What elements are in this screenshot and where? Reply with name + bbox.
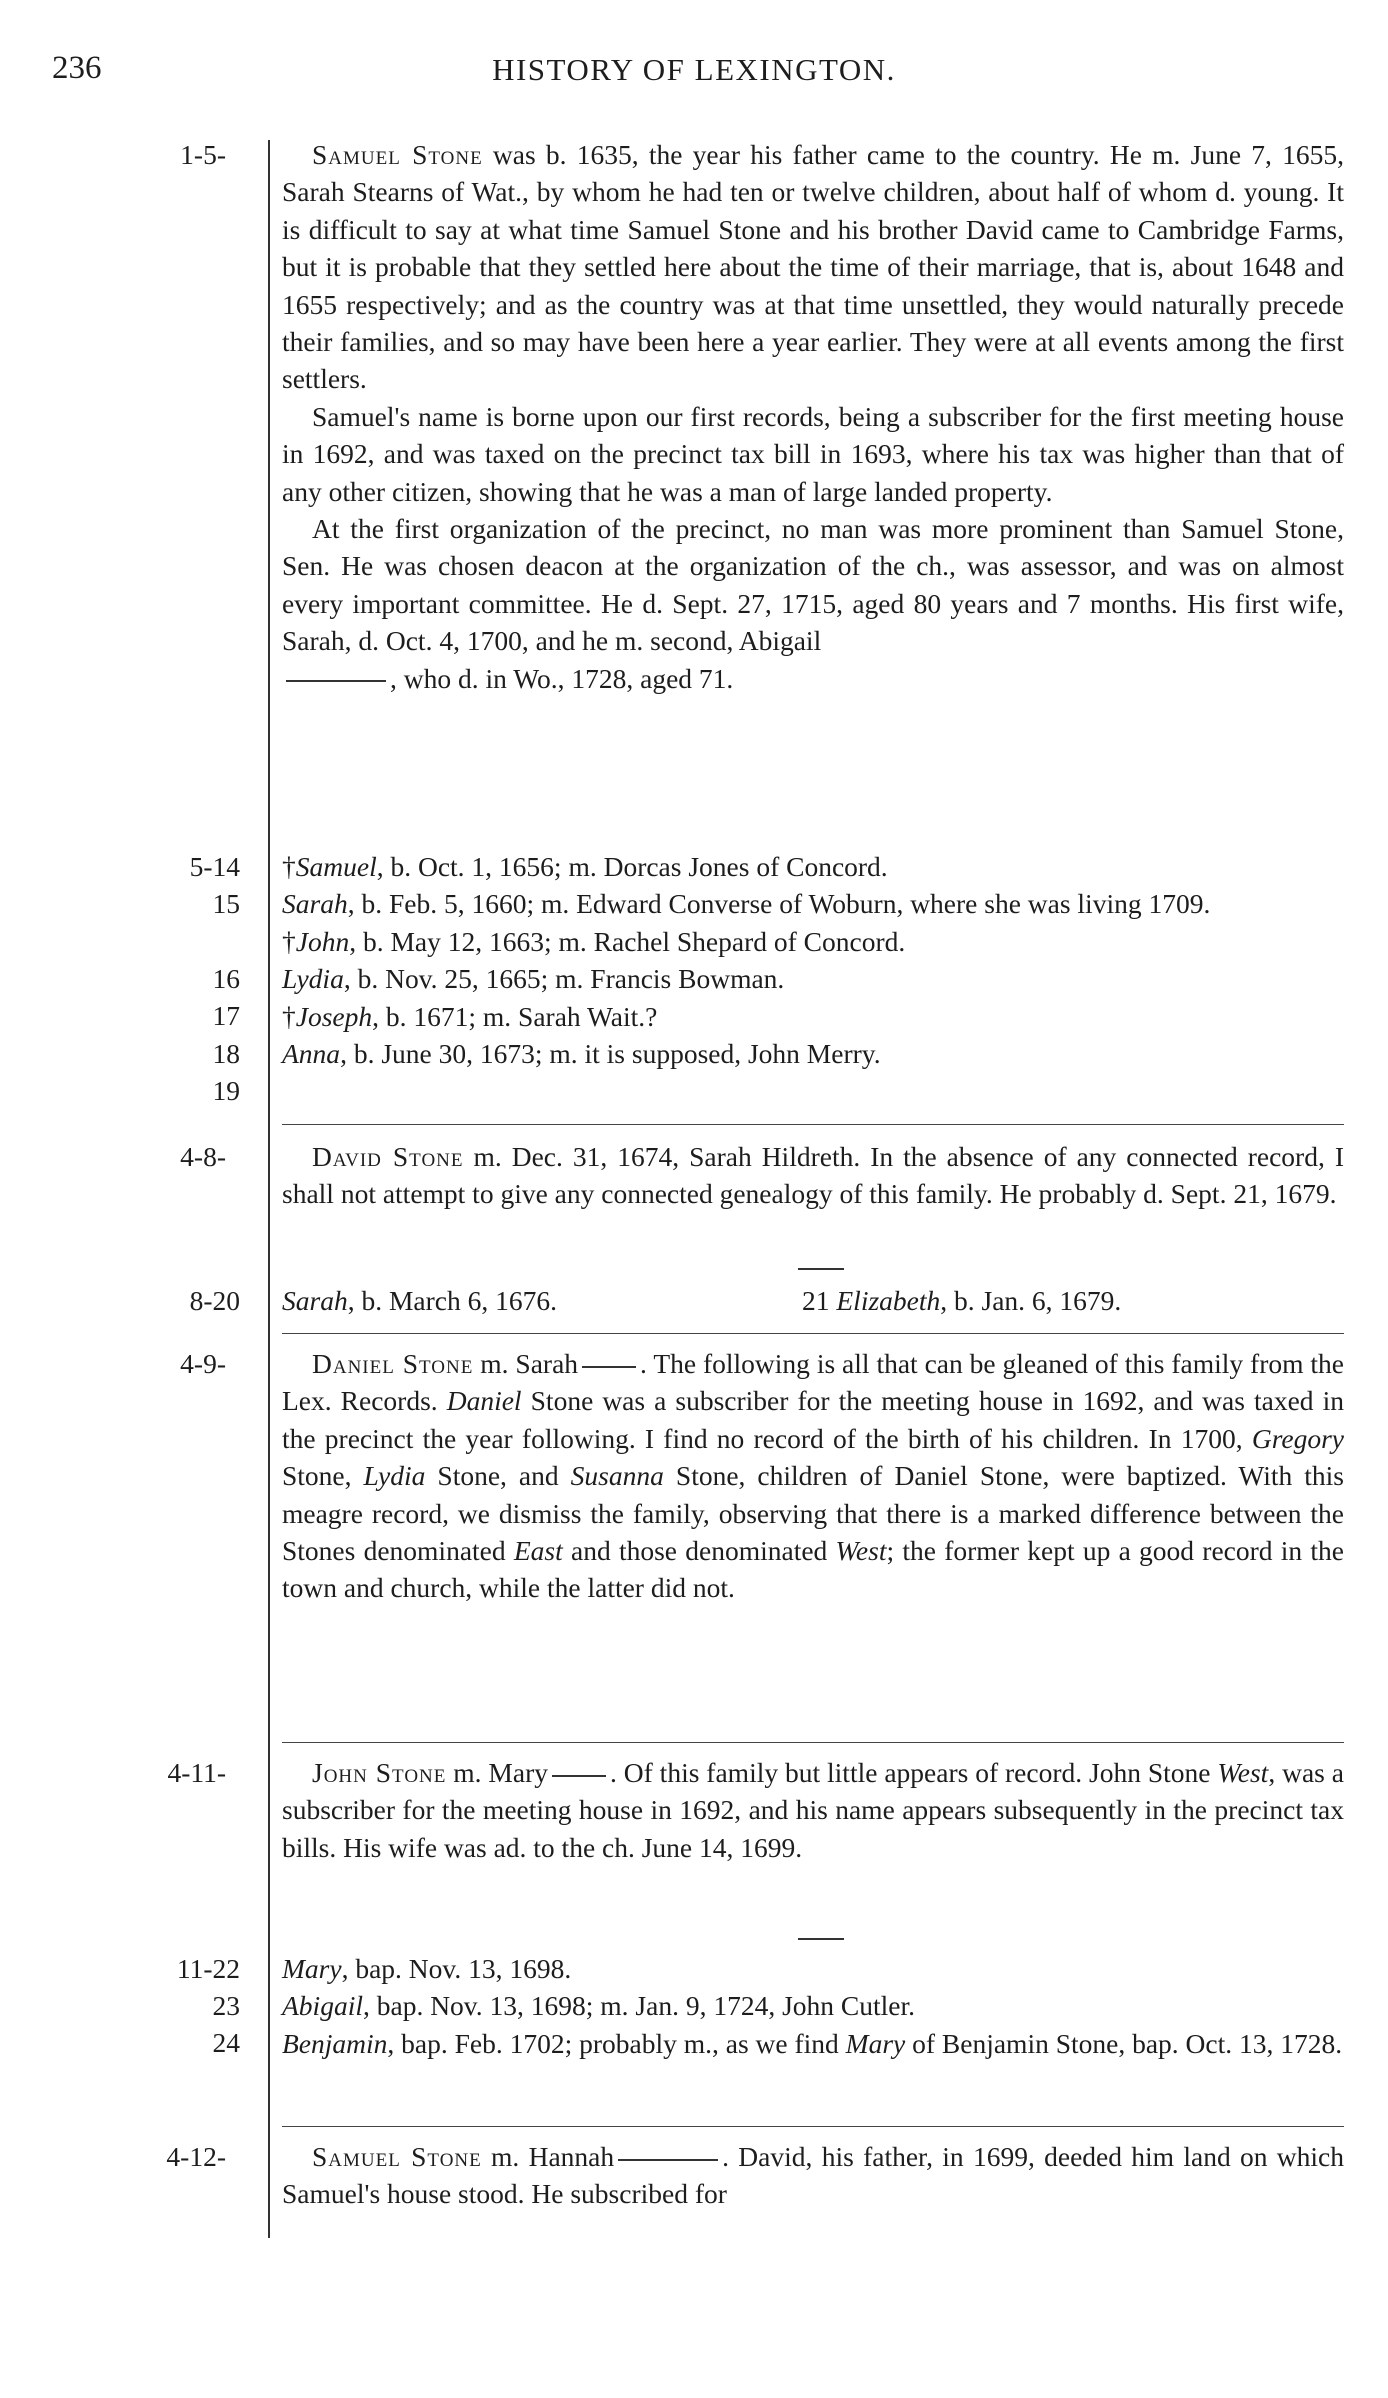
entry-name: Samuel Stone: [312, 139, 483, 170]
child-number: 15: [212, 888, 240, 919]
list-item: † John, b. May 12, 1663; m. Rachel Shepard of Concord.: [282, 925, 906, 957]
list-item: Anna, b. June 30, 1673; m. it is supposed, John Merry.: [282, 1038, 881, 1070]
child-number: 19: [212, 1075, 240, 1106]
short-rule: [798, 1938, 844, 1940]
section-divider: [282, 2126, 1344, 2127]
paragraph: Samuel Stone was b. 1635, the year his father came to the country. He m. June 7, 1655, Sarah Stearns of Wat., by whom he had ten or twelve children, about half of whom d. young. It is difficult to say at what time Samuel Stone and his brother David came to Cambridge Farms, but it is probable that they settled here about the time of their marriage, that is, about 1648 and 1655 respectively; and as the country was at that time unsettled, they would naturally precede their families, and so may have been here a year earlier. They were at all events among the first settlers.: [282, 139, 1345, 395]
running-head: HISTORY OF LEXINGTON.: [492, 52, 896, 87]
blank-dash: [582, 1366, 636, 1368]
section-divider: [282, 1124, 1344, 1125]
page-number: 236: [52, 50, 102, 86]
child-number: 18: [212, 1038, 240, 1069]
genealogy-number: 4-9-: [180, 1348, 226, 1379]
children-list: [282, 848, 1344, 1072]
genealogy-number: 4-11-: [167, 1757, 226, 1788]
genealogy-number: 1-5-: [180, 139, 226, 170]
list-item: Sarah, b. Feb. 5, 1660; m. Edward Converse of Woburn, where she was living 1709.: [282, 888, 1211, 920]
blank-dash: [552, 1775, 606, 1777]
entry-name: David Stone: [312, 1141, 464, 1172]
page-header: [0, 50, 1388, 90]
paragraph: At the first organization of the precinct, no man was more prominent than Samuel Stone, Sen. He was chosen deacon at the organization of the ch., was assessor, and was on almost every important committee. He d. Sept. 27, 1715, aged 80 years and 7 months. His first wife, Sarah, d. Oct. 4, 1700, and he m. second, Abigail , who d. in Wo., 1728, aged 71.: [282, 513, 1344, 694]
entry-name: John Stone: [312, 1757, 447, 1788]
entry-name: Daniel Stone: [312, 1348, 474, 1379]
child-number: 5-14: [189, 851, 240, 882]
blank-dash: [286, 680, 386, 682]
section-divider: [282, 1742, 1344, 1743]
genealogy-number: 4-8-: [180, 1141, 226, 1172]
paragraph: Samuel Stone m. Hannah . David, his father, in 1699, deeded him land on which Samuel's house stood. He subscribed for: [282, 2141, 1345, 2210]
child-number: 24: [212, 2027, 240, 2058]
blank-dash: [618, 2159, 718, 2161]
child-number: 8-20: [189, 1285, 240, 1316]
child-number: 16: [212, 963, 240, 994]
list-item: Benjamin, bap. Feb. 1702; probably m., as we find Mary of Benjamin Stone, bap. Oct. 13, 1728.: [282, 2027, 1343, 2059]
list-item: Abigail, bap. Nov. 13, 1698; m. Jan. 9, 1724, John Cutler.: [282, 1990, 915, 2022]
list-item: Lydia, b. Nov. 25, 1665; m. Francis Bowman.: [282, 963, 785, 995]
paragraph: John Stone m. Mary . Of this family but little appears of record. John Stone West, was a subscriber for the meeting house in 1692, and his name appears subsequently in the precinct tax bills. His wife was ad. to the ch. June 14, 1699.: [282, 1757, 1344, 1863]
margin-rule: [268, 140, 270, 2238]
list-item: † Joseph, b. 1671; m. Sarah Wait.?: [282, 1000, 658, 1032]
child-number: 17: [212, 1000, 240, 1031]
entry-daniel-stone: [282, 1345, 1344, 1607]
paragraph: Samuel's name is borne upon our first records, being a subscriber for the first meeting house in 1692, and was taxed on the precinct tax bill in 1693, where his tax was higher than that of any other citizen, showing that he was a man of large landed property.: [282, 400, 1344, 507]
entry-name: Samuel Stone: [312, 2141, 482, 2172]
children-list: [282, 1950, 1344, 2062]
entry-david-stone: [282, 1138, 1344, 1213]
entry-john-stone: [282, 1754, 1344, 1866]
paragraph: Daniel Stone m. Sarah . The following is all that can be gleaned of this family from the Lex. Records. Daniel Stone was a subscriber for the meeting house in 1692, and was taxed in the precinct the year following. I find no record of the birth of his children. In 1700, Gregory Stone, Lydia Stone, and Susanna Stone, children of Daniel Stone, were baptized. With this meagre record, we dismiss the family, observing that there is a marked difference between the Stones denominated East and those denominated West; the former kept up a good record in the town and church, while the latter did not.: [282, 1348, 1344, 1604]
child-number: 23: [212, 1990, 240, 2021]
entry-samuel-stone: [282, 136, 1344, 697]
short-rule: [798, 1268, 844, 1270]
genealogy-number: 4-12-: [166, 2141, 226, 2172]
paragraph: David Stone m. Dec. 31, 1674, Sarah Hildreth. In the absence of any connected record, I shall not attempt to give any connected genealogy of this family. He probably d. Sept. 21, 1679.: [282, 1141, 1344, 1210]
list-item: † Samuel, b. Oct. 1, 1656; m. Dorcas Jones of Concord.: [282, 851, 888, 882]
section-divider: [282, 1333, 1344, 1334]
entry-samuel-stone-2: [282, 2138, 1344, 2213]
child-number: 11-22: [176, 1953, 240, 1984]
list-item: Sarah, b. March 6, 1676. 21 Elizabeth, b. Jan. 6, 1679.: [282, 1285, 1122, 1316]
children-list: [282, 1282, 1344, 1319]
list-item: Mary, bap. Nov. 13, 1698.: [282, 1953, 572, 1984]
